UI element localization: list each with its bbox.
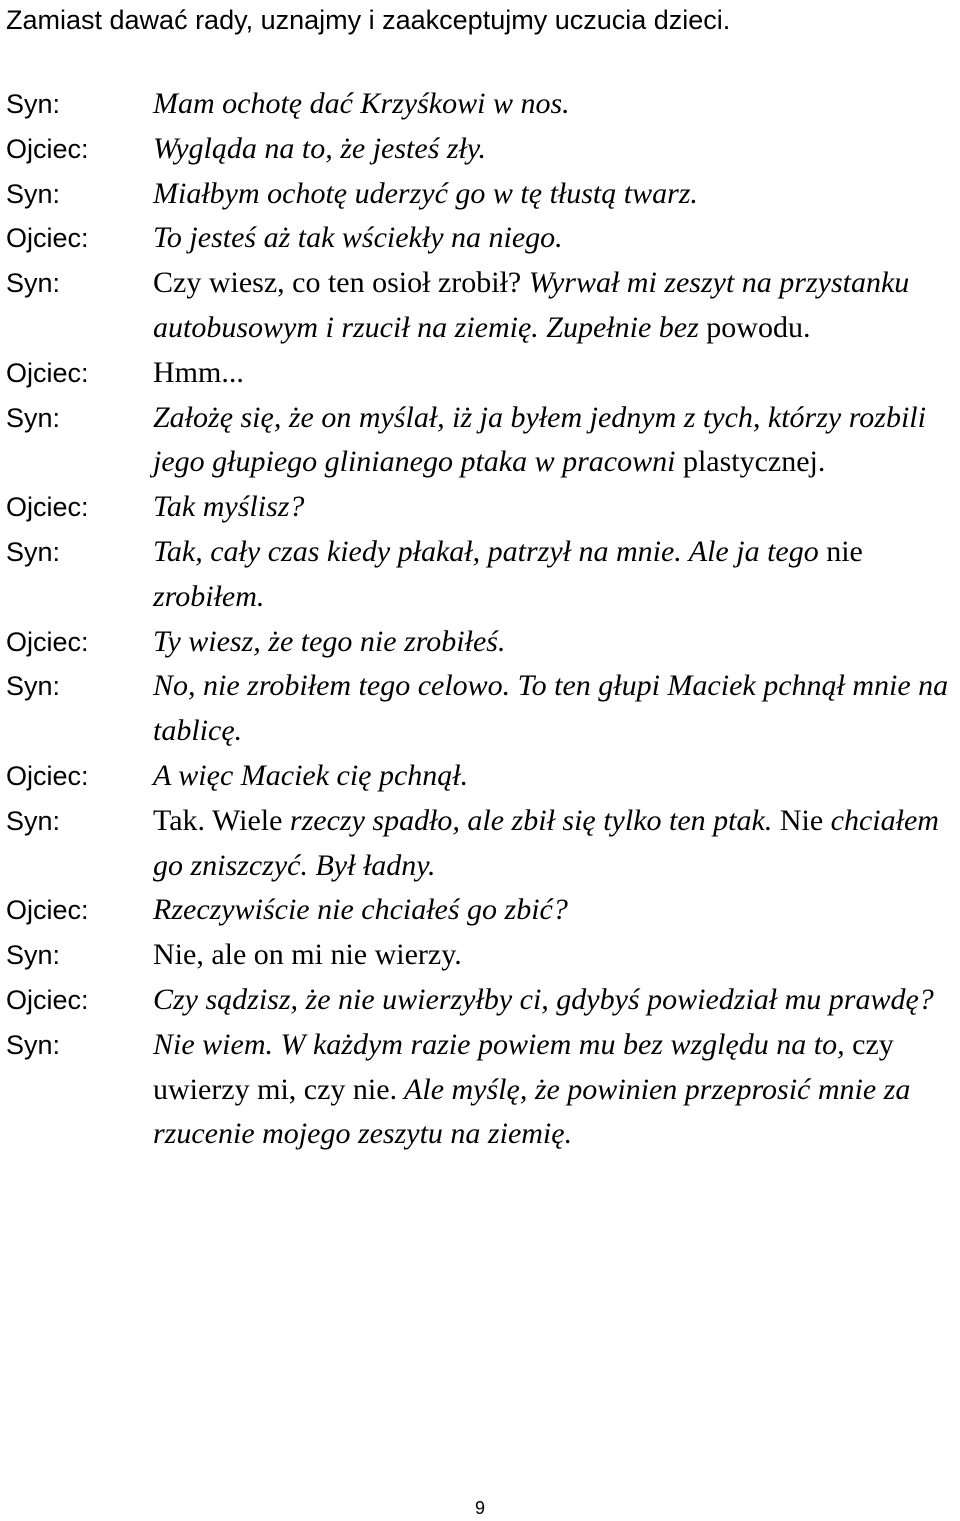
dialogue-row (0, 351, 960, 396)
dialogue-text: Hmm... (153, 355, 244, 389)
dialogue-line (153, 978, 959, 1023)
dialogue-text: Ty wiesz, że tego nie zrobiłeś. (153, 624, 506, 658)
dialogue-text: nie (818, 534, 863, 568)
dialogue-line (153, 216, 959, 261)
dialogue-text: chciałem go zniszczyć. Był ładny. (153, 803, 939, 882)
dialogue-line (153, 485, 959, 530)
dialogue-line (153, 530, 959, 620)
dialogue-text: plastycznej. (675, 445, 826, 479)
dialogue-row (0, 261, 960, 351)
dialogue-row (0, 620, 960, 665)
speaker-label: Ojciec: (6, 223, 89, 254)
dialogue-row (0, 127, 960, 172)
dialogue-text: Czy wiesz, co ten osioł zrobił? (153, 266, 529, 300)
dialogue-text: To jesteś aż tak wściekły na niego. (153, 221, 563, 255)
dialogue-row (0, 1023, 960, 1157)
speaker-label: Syn: (6, 805, 61, 836)
dialogue-line (153, 82, 959, 127)
dialogue-text: Nie (772, 803, 831, 837)
dialogue-row (0, 933, 960, 978)
dialogue-line (153, 799, 959, 889)
dialogue-text: Mam ochotę dać Krzyśkowi w nos. (153, 87, 570, 120)
dialogue-line (153, 888, 959, 933)
dialogue-text: rzeczy spadło, ale zbił się tylko ten ptak. (289, 803, 773, 837)
dialogue-text: Ale myślę, że powinien przeprosić mnie za rzucenie mojego zeszytu na ziemię. (153, 1072, 911, 1151)
dialogue-text: Nie, ale on mi nie wierzy. (153, 938, 462, 972)
dialogue-row (0, 978, 960, 1023)
dialogue-line (153, 1023, 959, 1157)
dialogue-row (0, 216, 960, 261)
speaker-label: Ojciec: (6, 357, 89, 388)
speaker-label: Ojciec: (6, 984, 89, 1015)
dialogue-line (153, 754, 959, 799)
dialogue-row (0, 396, 960, 486)
dialogue-line (153, 351, 959, 396)
speaker-label: Ojciec: (6, 895, 89, 926)
dialogue-line (153, 127, 959, 172)
dialogue-row (0, 888, 960, 933)
dialogue-text: No, nie zrobiłem tego celowo. To ten głupi Maciek pchnął mnie na tablicę. (153, 669, 949, 748)
dialogue-text: czy uwierzy mi, czy nie. (153, 1027, 894, 1106)
dialogue-line (153, 620, 959, 665)
speaker-label: Syn: (6, 402, 61, 433)
speaker-label: Syn: (6, 940, 61, 971)
dialogue (0, 82, 960, 1157)
speaker-label: Ojciec: (6, 626, 89, 657)
speaker-label: Syn: (6, 536, 61, 567)
dialogue-text: Wygląda na to, że jesteś zły. (153, 131, 487, 165)
dialogue-line (153, 172, 959, 217)
dialogue-line (153, 396, 959, 486)
dialogue-row (0, 82, 960, 127)
page-number: 9 (474, 1498, 485, 1518)
dialogue-row (0, 485, 960, 530)
dialogue-text: Wyrwał mi zeszyt na przystanku autobusowym i rzucił na ziemię. Zupełnie bez (153, 266, 910, 344)
speaker-label: Syn: (6, 1029, 61, 1060)
dialogue-text: Tak myślisz? (153, 490, 305, 524)
dialogue-row (0, 172, 960, 217)
dialogue-text: Tak. Wiele (153, 803, 290, 837)
dialogue-line (153, 664, 959, 754)
dialogue-text: W każdym razie powiem mu bez względu na to, (273, 1027, 853, 1061)
dialogue-line (153, 261, 959, 351)
dialogue-text: Miałbym ochotę uderzyć go w tę tłustą twarz. (153, 176, 698, 210)
speaker-label: Syn: (6, 89, 61, 119)
speaker-label: Ojciec: (6, 133, 89, 164)
dialogue-row (0, 799, 960, 889)
page-heading: Zamiast dawać rady, uznajmy i zaakceptujmy uczucia dzieci. (6, 5, 731, 35)
dialogue-line (153, 933, 959, 978)
dialogue-row (0, 664, 960, 754)
speaker-label: Ojciec: (6, 492, 89, 523)
speaker-label: Syn: (6, 178, 61, 209)
dialogue-row (0, 530, 960, 620)
speaker-label: Syn: (6, 268, 61, 299)
dialogue-row (0, 754, 960, 799)
dialogue-text: zrobiłem. (153, 579, 265, 613)
speaker-label: Ojciec: (6, 760, 89, 791)
dialogue-text: Rzeczywiście nie chciałeś go zbić? (153, 893, 568, 927)
dialogue-text: Założę się, że on myślał, iż ja byłem jednym z tych, którzy rozbili jego głupiego glinianego ptaka w pracowni (153, 400, 926, 479)
speaker-label: Syn: (6, 671, 61, 702)
dialogue-text: Nie wiem. (153, 1027, 273, 1061)
dialogue-text: Czy sądzisz, że nie uwierzyłby ci, gdybyś powiedział mu prawdę? (153, 982, 934, 1016)
dialogue-text: Tak, cały czas kiedy płakał, patrzył na mnie. Ale ja tego (153, 534, 819, 568)
dialogue-text: A więc Maciek cię pchnął. (153, 758, 469, 792)
dialogue-text: powodu. (698, 310, 811, 344)
